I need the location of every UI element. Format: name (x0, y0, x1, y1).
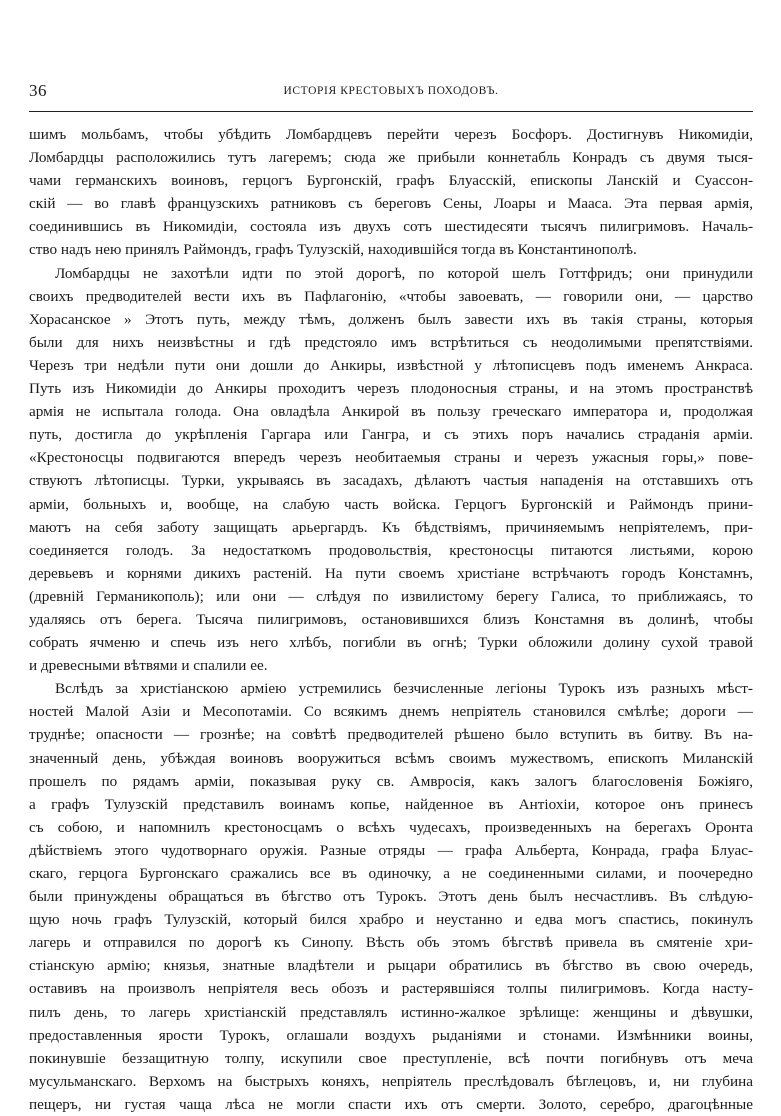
text-line: шимъ мольбамъ, чтобы убѣдить Ломбардцевъ перейти черезъ Босфоръ. Достигнувъ Никомидіи, (29, 126, 753, 143)
page-number: 36 (29, 81, 47, 100)
page-header (29, 80, 753, 104)
text-line: путь, достигла до укрѣпленія Гаргара или Гангра, и съ этихъ поръ начались страданія арміи. (29, 426, 753, 444)
header-rule (29, 111, 753, 112)
text-line: ство надъ нею принялъ Раймондъ, графъ Тулузскій, находившійся тогда въ Константинополѣ. (29, 241, 637, 259)
text-line: Ломбардцы не захотѣли идти по этой дорогѣ, по которой шелъ Готтфридъ; они принудили (55, 264, 753, 282)
text-line: были для нихъ неизвѣстны и гдѣ предстояло имъ встрѣтиться съ неодолимыми препятствіями. (29, 333, 753, 351)
text-line: оставивъ на произволъ непріятеля весь обозъ и растерявшіяся толпы пилигримовъ. Когда насту- (29, 980, 753, 998)
text-line: а графъ Тулузскій представилъ воинамъ копье, найденное въ Антіохіи, которое онъ принесъ (29, 795, 753, 813)
text-line: (древній Германикополь); или они — слѣдуя по извилистому берегу Галиса, то приближаясь, то (29, 587, 753, 605)
text-line: покинувшіе беззащитную толпу, искупили свое преступленіе, всѣ почти погибнувъ отъ меча (29, 1049, 753, 1067)
paragraph (29, 123, 753, 262)
text-line: были принуждены обращаться въ бѣгство отъ Турокъ. Этотъ день былъ несчастливъ. Въ слѣдую- (29, 888, 753, 906)
text-line: съ собою, и напомнилъ крестоносцамъ о всѣхъ чудесахъ, произведенныхъ на берегахъ Оронта (29, 818, 753, 836)
text-line: армія не испытала голода. Она овладѣла Анкирой въ пользу греческаго императора и, продолжая (29, 403, 753, 421)
text-line: значенный день, убѣждая воиновъ вооружиться всѣмъ своимъ мужествомъ, епископъ Миланскій (29, 749, 753, 767)
running-title: ИСТОРІЯ КРЕСТОВЫХЪ ПОХОДОВЪ. (283, 85, 499, 97)
text-line: и древесными вѣтвями и спалили ее. (29, 657, 268, 675)
text-line: удаляясь отъ берега. Тысяча пилигримовъ, остановившихся близъ Констамня въ долинѣ, чтобы (29, 610, 753, 628)
text-line: Ломбардцы расположились тутъ лагеремъ; сюда же прибыли коннетабль Конрадъ съ двумя тыся- (29, 149, 753, 167)
text-line: Вслѣдъ за христіанскою арміею устремились безчисленные легіоны Турокъ изъ разныхъ мѣст- (55, 680, 753, 698)
text-line: лагерь и отправился по дорогѣ къ Синопу. Вѣсть объ этомъ бѣгствѣ привела въ смятеніе хри- (29, 934, 753, 952)
text-line: арміи, больныхъ и, вообще, на слабую часть войска. Герцогъ Бургонскій и Раймондъ прини- (29, 495, 753, 513)
text-line: прошелъ по рядамъ арміи, показывая руку св. Амвросія, какъ залогъ благословенія Божіяго, (29, 772, 753, 790)
text-line: собрать ячменю и спечь изъ него хлѣбъ, погибли въ огнѣ; Турки обложили долину сухой травой (29, 634, 753, 652)
text-line: «Крестоносцы подвигаются впередъ черезъ необитаемыя страны и черезъ ужасныя горы,» пове- (29, 449, 753, 467)
text-line: Хорасанское » Этотъ путь, между тѣмъ, долженъ былъ завести ихъ въ такія страны, которыя (29, 310, 753, 328)
text-line: ностей Малой Азіи и Месопотаміи. Со всякимъ днемъ непріятель становился смѣлѣе; дороги — (29, 703, 753, 721)
paragraph (29, 262, 753, 678)
text-line: стіанскую армію; князья, знатные владѣтели и рыцари обратились въ бѣгство въ свою очередь, (29, 957, 753, 975)
text-line: щую ночь графъ Тулузскій, который бился храбро и неустанно и едва могъ спастись, покинулъ (29, 911, 753, 929)
text-line: Черезъ три недѣли пути они дошли до Анкиры, извѣстной у лѣтописцевъ подъ именемъ Анкраса. (29, 356, 753, 374)
text-line: Путь изъ Никомидіи до Анкиры проходитъ черезъ плодоносныя страны, и на этомъ пространствѣ (29, 380, 753, 398)
text-line: предоставленныя ярости Турокъ, оглашали воздухъ рыданіями и стонами. Измѣнники воины, (29, 1026, 753, 1044)
body-text (29, 123, 753, 1116)
text-line: скій — во главѣ французскихъ ратниковъ съ береговъ Сены, Лоары и Мааса. Эта первая армія, (29, 195, 753, 213)
text-line: пещеръ, ни густая чаща лѣса не могли спасти ихъ отъ смерти. Золото, серебро, драгоцѣнные (29, 1095, 753, 1113)
text-line: скаго, герцога Бургонскаго сражались все въ одиночку, а не соединенными силами, и поочередно (29, 865, 753, 882)
text-line: пилъ день, то лагерь христіанскій представлялъ истинно-жалкое зрѣлище: женщины и дѣвушки, (29, 1003, 753, 1021)
paragraph (29, 677, 753, 1116)
text-line: соединившись въ Никомидіи, состояла изъ двухъ сотъ шестидесяти тысячъ пилигримовъ. Началь- (29, 218, 753, 236)
text-line: соединяется голодъ. За недостаткомъ продовольствія, крестоносцы питаются листьями, корою (29, 541, 753, 559)
text-line: деревьевъ и корнями дикихъ растеній. На пути своемъ христіане встрѣчаютъ городъ Констамнъ, (29, 564, 753, 582)
text-line: маютъ на себя заботу защищать арьергардъ. Къ бѣдствіямъ, причиняемымъ непріятелемъ, при- (29, 518, 753, 536)
text-line: труднѣе; опасности — грознѣе; на совѣтѣ предводителей рѣшено было вступить въ битву. Въ на- (29, 726, 753, 744)
text-line: ствуютъ лѣтописцы. Турки, укрываясь въ засадахъ, дѣлаютъ частыя нападенія на отставшихъ отъ (29, 472, 753, 490)
text-line: своихъ предводителей вести ихъ въ Пафлагонію, «чтобы завоевать, — говорили они, — царство (29, 287, 753, 305)
text-line: мусульманскаго. Верхомъ на быстрыхъ коняхъ, непріятель преслѣдовалъ бѣглецовъ, и, ни глубина (29, 1072, 753, 1090)
text-line: чами германскихъ воиновъ, герцогъ Бургонскій, графъ Блуасскій, епископы Ланскій и Суассон- (29, 172, 753, 190)
text-line: дѣйствіемъ этого чудотворнаго оружія. Разные отряды — графа Альберта, Конрада, графа Блуас- (29, 841, 753, 859)
